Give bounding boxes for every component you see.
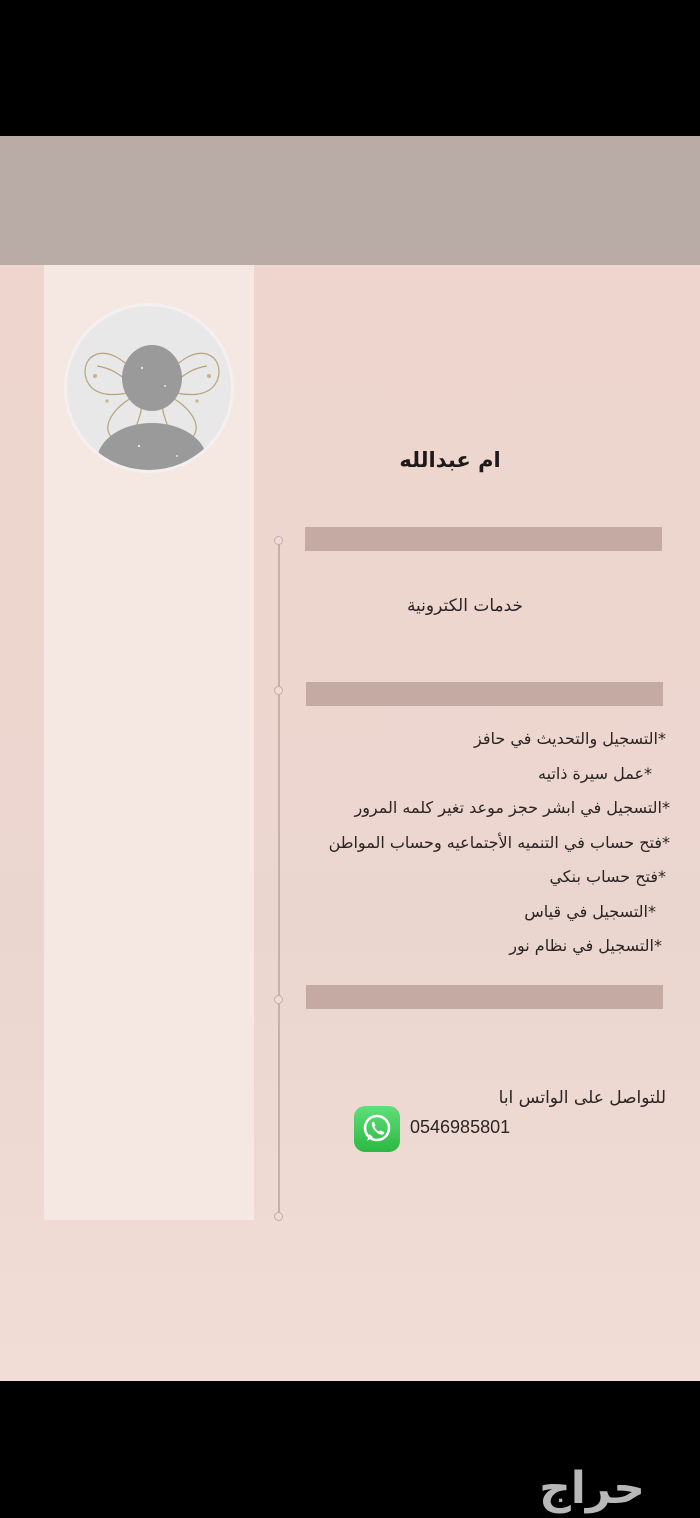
timeline-dot bbox=[274, 1212, 283, 1221]
timeline-dot bbox=[274, 536, 283, 545]
service-item: *التسجيل في ابشر حجز موعد تغير كلمه المرور bbox=[354, 798, 670, 817]
service-item: *التسجيل في قياس bbox=[524, 901, 656, 921]
top-black-bar bbox=[0, 0, 700, 136]
service-item: *التسجيل في نظام نور bbox=[509, 936, 662, 955]
header-band bbox=[0, 136, 700, 265]
service-item: *فتح حساب في التنميه الأجتماعيه وحساب المواطن bbox=[328, 832, 670, 852]
service-item: *عمل سيرة ذاتيه bbox=[538, 763, 652, 783]
profile-subtitle: خدمات الكترونية bbox=[406, 596, 524, 616]
contact-label: للتواصل على الواتس ابا bbox=[498, 1088, 666, 1108]
whatsapp-icon[interactable] bbox=[354, 1106, 400, 1152]
avatar bbox=[64, 303, 234, 473]
timeline-line bbox=[278, 540, 280, 1217]
services-list bbox=[290, 722, 670, 964]
section-divider-bar bbox=[305, 527, 662, 551]
timeline-dot bbox=[274, 686, 283, 695]
section-divider-bar bbox=[306, 682, 663, 706]
service-item: *التسجيل والتحديث في حافز bbox=[474, 729, 666, 748]
section-divider-bar bbox=[306, 985, 663, 1009]
service-item: *فتح حساب بنكي bbox=[549, 867, 666, 886]
timeline-dot bbox=[274, 995, 283, 1004]
svg-text:حراج: حراج bbox=[539, 1463, 645, 1514]
phone-number[interactable]: 0546985801 bbox=[410, 1117, 511, 1137]
profile-name: ام عبدالله bbox=[399, 448, 501, 472]
haraj-logo bbox=[497, 1463, 687, 1518]
